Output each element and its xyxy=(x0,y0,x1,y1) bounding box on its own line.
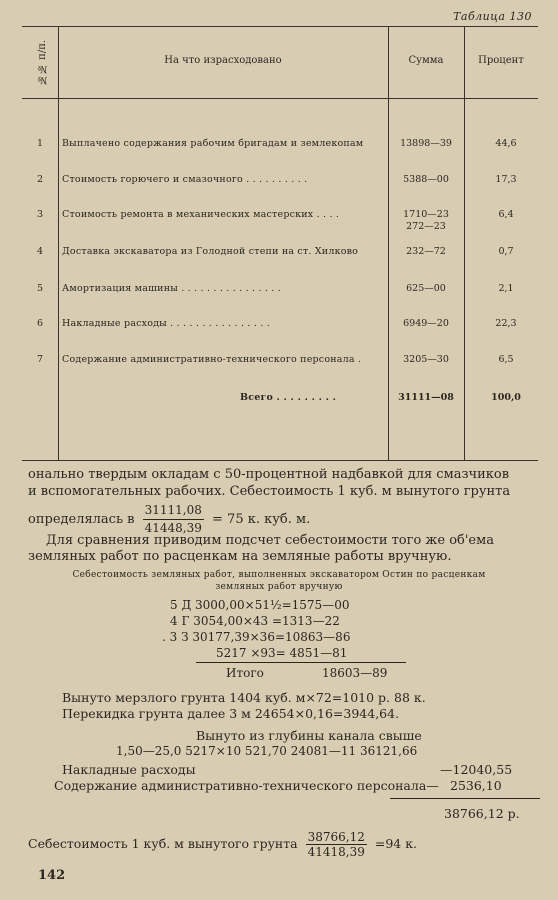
admin-label: Содержание административно-технического персонала— xyxy=(54,778,439,793)
row-description: Выплачено содержания рабочим бригадам и землекопам xyxy=(62,138,364,149)
paragraph-2-line-a: Для сравнения приводим подсчет себестоимости того же об'ема xyxy=(46,533,494,548)
table-header-rule xyxy=(22,98,538,99)
cost-result: =94 к. xyxy=(374,836,418,851)
total-sum: 31111—08 xyxy=(398,392,454,403)
depth-title: Вынуто из глубины канала свыше xyxy=(196,728,422,743)
row-percent: 0,7 xyxy=(498,246,514,257)
row-percent: 22,3 xyxy=(495,318,517,329)
itogo-label: Итого xyxy=(226,666,264,680)
row-description: Стоимость ремонта в механических мастерских . . . . xyxy=(62,209,340,220)
calc-line-3: . 3 З 30177,39×36=10863—86 xyxy=(162,630,351,644)
row-number: 6 xyxy=(36,318,44,329)
row-number: 7 xyxy=(36,354,44,365)
row-number: 3 xyxy=(36,209,44,220)
itogo-rule xyxy=(196,662,406,663)
row-percent: 17,3 xyxy=(495,174,517,185)
grand-total: 38766,12 р. xyxy=(444,806,520,821)
paragraph-1-line-a: онально твердым окладам с 50-процентной надбавкой для смазчиков xyxy=(28,467,510,482)
total-percent: 100,0 xyxy=(491,392,521,403)
row-description: Стоимость горючего и смазочного . . . . . . . . . . xyxy=(62,174,308,185)
depth-line: 1,50—25,0 5217×10 521,70 24081—11 36121,66 xyxy=(116,744,418,758)
fraction-numerator: 38766,12 xyxy=(307,830,365,844)
calc-line-4: 5217 ×93= 4851—81 xyxy=(216,646,348,660)
table-bottom-rule xyxy=(22,460,538,461)
calc-title-a: Себестоимость земляных работ, выполненных экскаватором Остин по расценкам xyxy=(72,570,486,580)
row-percent: 44,6 xyxy=(495,138,517,149)
total-label: Всего . . . . . . . . . xyxy=(240,392,337,403)
frozen-soil-line: Вынуто мерзлого грунта 1404 куб. м×72=1010 р. 88 к. xyxy=(62,690,426,705)
fraction-denominator: 41418,39 xyxy=(307,845,365,859)
row-sum: 1710—23 272—23 xyxy=(403,209,449,232)
paragraph-2-line-b: земляных работ по расценкам на земляные работы вручную. xyxy=(28,549,452,564)
itogo-value: 18603—89 xyxy=(322,666,388,680)
header-sum: Сумма xyxy=(408,55,444,66)
overhead-label: Накладные расходы xyxy=(62,762,196,777)
overhead-value: —12040,55 xyxy=(440,762,513,777)
row-description: Доставка экскаватора из Голодной степи на ст. Хилково xyxy=(62,246,359,257)
formula-result: = 75 к. куб. м. xyxy=(212,512,311,527)
row-description: Накладные расходы . . . . . . . . . . . . . . . . xyxy=(62,318,270,329)
header-what: На что израсходовано xyxy=(164,55,282,66)
row-sum: 3205—30 xyxy=(403,354,449,365)
row-number: 2 xyxy=(36,174,44,185)
cost-label: Себестоимость 1 куб. м вынутого грунта xyxy=(28,836,298,851)
row-sum: 5388—00 xyxy=(403,174,449,185)
table-label: Таблица 130 xyxy=(453,10,532,23)
row-description: Содержание административно-технического персонала . xyxy=(62,354,362,365)
formula-prefix: определялась в xyxy=(28,512,135,527)
calc-line-2: 4 Г 3054,00×43 =1313—22 xyxy=(170,614,340,628)
calc-line-1: 5 Д 3000,00×51½=1575—00 xyxy=(170,598,350,612)
row-percent: 6,5 xyxy=(498,354,514,365)
row-sum: 625—00 xyxy=(406,283,446,294)
soil-transfer-line: Перекидка грунта далее 3 м 24654×0,16=3944,64. xyxy=(62,706,400,721)
row-number: 1 xyxy=(36,138,44,149)
header-number: №№ п/п. xyxy=(37,39,48,85)
admin-value: 2536,10 xyxy=(450,778,502,793)
grand-total-rule xyxy=(390,798,540,799)
row-percent: 2,1 xyxy=(498,283,514,294)
row-percent: 6,4 xyxy=(498,209,514,220)
row-sum: 232—72 xyxy=(406,246,446,257)
fraction-denominator: 41448,39 xyxy=(144,521,202,535)
table-top-rule xyxy=(22,26,538,27)
table-col-divider-1 xyxy=(58,26,59,460)
fraction-numerator: 31111,08 xyxy=(143,502,204,520)
paragraph-1-line-b: и вспомогательных рабочих. Себестоимость 1 куб. м вынутого грунта xyxy=(28,484,511,499)
row-number: 5 xyxy=(36,283,44,294)
calc-title-b: земляных работ вручную xyxy=(215,582,343,592)
row-sum: 6949—20 xyxy=(403,318,449,329)
row-number: 4 xyxy=(36,246,44,257)
header-percent: Процент xyxy=(478,55,524,66)
row-sum: 13898—39 xyxy=(400,138,452,149)
cost-fraction-2 xyxy=(306,830,367,859)
cost-line xyxy=(28,830,417,859)
row-description: Амортизация машины . . . . . . . . . . . . . . . . xyxy=(62,283,282,294)
page-number: 142 xyxy=(38,868,66,883)
